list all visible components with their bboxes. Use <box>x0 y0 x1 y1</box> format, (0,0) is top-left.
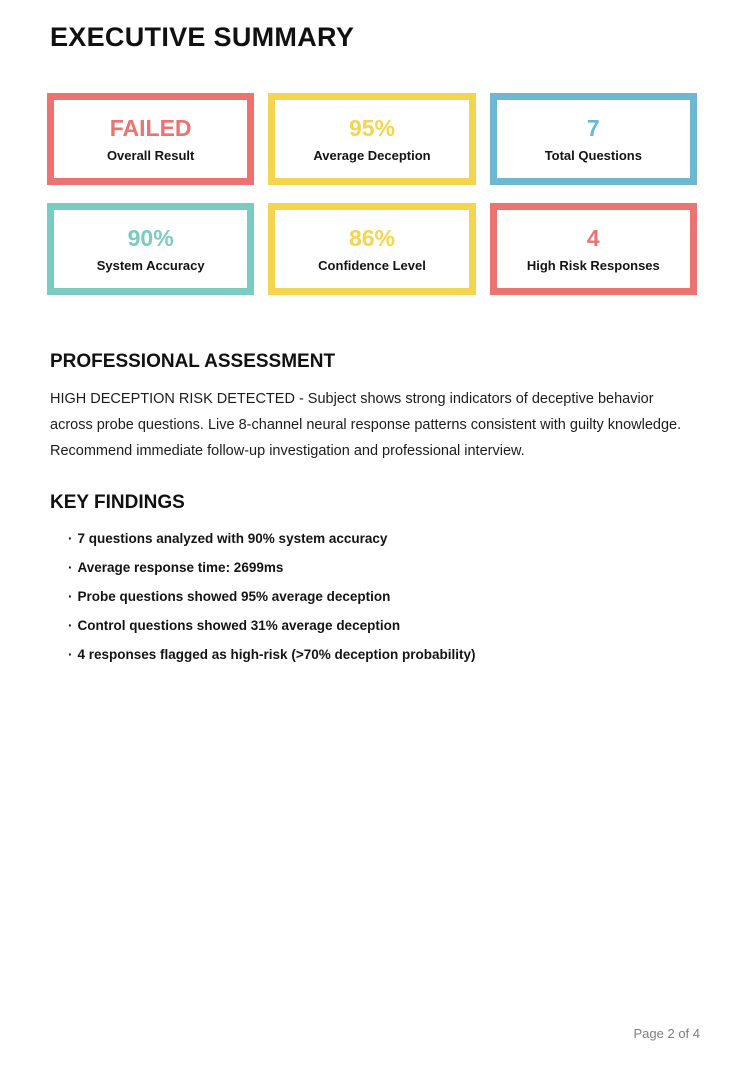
finding-text: Probe questions showed 95% average deception <box>77 589 391 604</box>
report-page <box>0 21 743 1065</box>
bullet-dot-icon: · <box>68 618 73 633</box>
metric-card <box>268 93 475 185</box>
finding-text: 4 responses flagged as high-risk (>70% deception probability) <box>77 647 476 662</box>
bullet-dot-icon: · <box>68 647 73 662</box>
metric-label: High Risk Responses <box>526 258 660 273</box>
metric-value: 86% <box>348 225 396 251</box>
assessment-heading: PROFESSIONAL ASSESSMENT <box>50 351 336 372</box>
bullet-dot-icon: · <box>68 531 73 546</box>
assessment-body: HIGH DECEPTION RISK DETECTED - Subject shows strong indicators of deceptive behavior across probe questions. Live 8-channel neural response patterns consistent with guilty knowledge. Recommend immediate follow-up investigation and professional interview. <box>50 391 682 459</box>
metric-value: FAILED <box>109 115 192 141</box>
metric-label: Total Questions <box>544 148 642 163</box>
finding-item <box>68 532 743 546</box>
metric-label: System Accuracy <box>96 258 205 273</box>
findings-heading: KEY FINDINGS <box>50 492 185 513</box>
metric-label: Confidence Level <box>318 258 426 273</box>
metrics-grid <box>47 93 697 295</box>
finding-text: 7 questions analyzed with 90% system accuracy <box>77 531 388 546</box>
metric-card <box>490 93 697 185</box>
metric-label: Overall Result <box>106 148 195 163</box>
bullet-dot-icon: · <box>68 589 73 604</box>
finding-text: Average response time: 2699ms <box>77 560 284 575</box>
page-number: Page 2 of 4 <box>633 1026 700 1041</box>
metric-value: 4 <box>586 225 600 251</box>
metric-value: 7 <box>586 115 600 141</box>
bullet-dot-icon: · <box>68 560 73 575</box>
metric-card <box>490 203 697 295</box>
page-title: EXECUTIVE SUMMARY <box>50 22 355 52</box>
finding-item <box>68 619 743 633</box>
metric-value: 95% <box>348 115 396 141</box>
finding-item <box>68 590 743 604</box>
finding-item <box>68 561 743 575</box>
metric-value: 90% <box>127 225 174 251</box>
findings-list <box>0 532 743 662</box>
finding-item <box>68 648 743 662</box>
metric-card <box>47 93 254 185</box>
metric-card <box>47 203 254 295</box>
metric-card <box>268 203 475 295</box>
finding-text: Control questions showed 31% average deception <box>77 618 401 633</box>
metric-label: Average Deception <box>313 148 431 163</box>
